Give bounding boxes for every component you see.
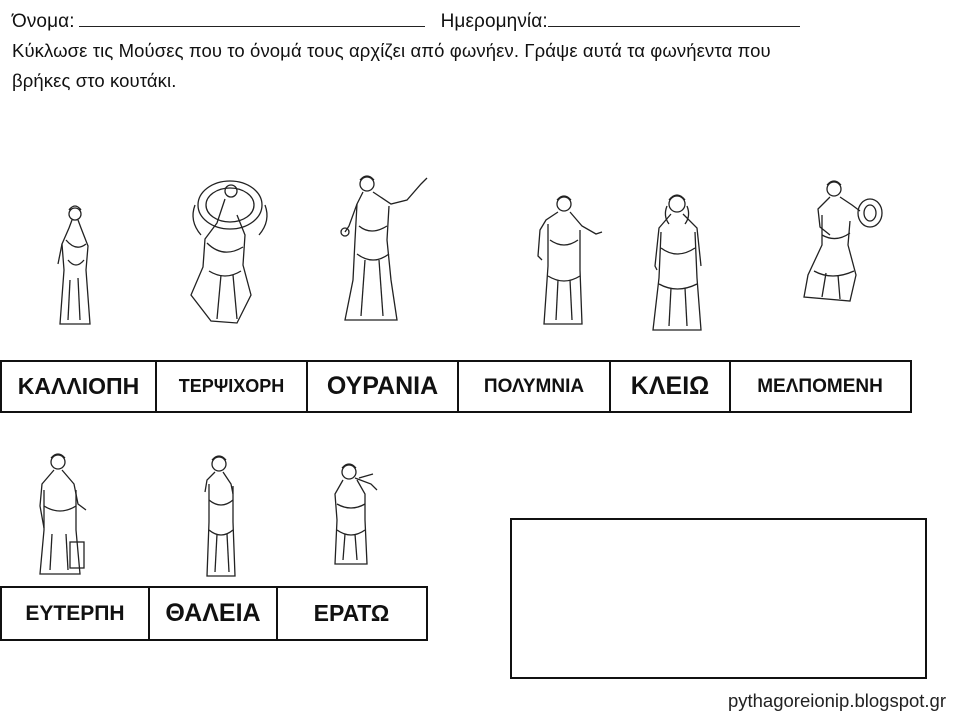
name-label: Όνομα: — [12, 11, 75, 32]
muse-figure-kalliope — [50, 200, 100, 330]
muse-figure-thaleia — [195, 450, 245, 580]
name-blank[interactable] — [79, 10, 425, 27]
name-cell-polymnia[interactable]: ΠΟΛΥΜΝΙΑ — [459, 362, 611, 411]
date-blank[interactable] — [548, 10, 800, 27]
name-cell-euterpe[interactable]: ΕΥΤΕΡΠΗ — [2, 588, 150, 639]
answer-box[interactable] — [510, 518, 927, 679]
name-date-line — [12, 10, 800, 33]
name-cell-terpsichore[interactable]: ΤΕΡΨΙΧΟΡΗ — [157, 362, 308, 411]
muse-figure-ourania — [335, 170, 435, 325]
instruction-line-2: βρήκες στο κουτάκι. — [12, 70, 177, 91]
name-cell-erato[interactable]: ΕΡΑΤΩ — [313, 600, 390, 626]
muse-figure-erato — [325, 460, 381, 568]
muse-figure-melpomene — [800, 175, 890, 305]
name-cell-ourania[interactable]: ΟΥΡΑΝΙΑ — [308, 362, 459, 411]
muse-names-row-1 — [0, 360, 912, 413]
footer-url: pythagoreionip.blogspot.gr — [727, 690, 946, 711]
name-cell-kalliope[interactable]: ΚΑΛΛΙΟΠΗ — [2, 362, 157, 411]
muse-figure-terpsichore — [185, 175, 275, 325]
muse-figure-polymnia — [528, 190, 604, 328]
muse-figure-kleio — [645, 188, 709, 334]
date-label: Ημερομηνία: — [440, 11, 548, 32]
name-cell-melpomene[interactable]: ΜΕΛΠΟΜΕΝΗ — [757, 375, 883, 397]
name-cell-kleio[interactable]: ΚΛΕΙΩ — [611, 362, 731, 411]
name-cell-thaleia[interactable]: ΘΑΛΕΙΑ — [150, 588, 278, 639]
instruction-line-1: Κύκλωσε τις Μούσες που το όνομά τους αρχίζει από φωνήεν. Γράψε αυτά τα φωνήεντα που — [12, 40, 771, 61]
muse-names-row-2 — [0, 586, 428, 641]
muse-figure-euterpe — [30, 450, 94, 580]
